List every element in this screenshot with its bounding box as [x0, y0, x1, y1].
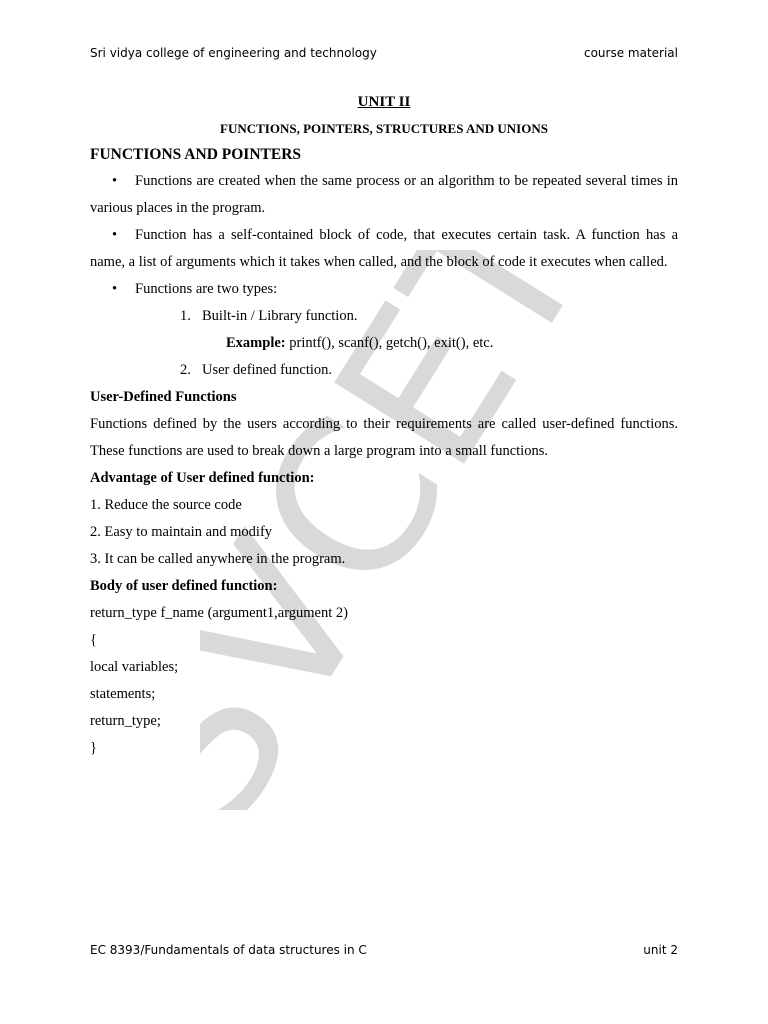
bullet-item: • Functions are two types: — [90, 276, 678, 303]
code-line: { — [90, 632, 97, 648]
advantage-item: 3. It can be called anywhere in the program. — [90, 551, 346, 567]
type-number: 1. — [180, 308, 191, 324]
bullet-item: • Function has a self-contained block of code, that executes certain task. A function has a name, a list of arguments which it takes when called, and the block of code it executes when called. — [90, 222, 678, 276]
code-line: } — [90, 740, 97, 756]
example-label: Example: — [226, 335, 286, 351]
header-course-material: course material — [583, 46, 678, 60]
user-defined-text: Functions defined by the users according to their requirements are called user-defined functions. These functions are used to break down a large program into a small functions. — [90, 416, 678, 459]
header-college: Sri vidya college of engineering and technology — [90, 46, 377, 60]
type-text: User defined function. — [202, 362, 333, 378]
type-number: 2. — [180, 362, 191, 378]
type-item-2 — [90, 357, 678, 384]
code-line: local variables; — [90, 659, 179, 675]
advantage-item: 2. Easy to maintain and modify — [90, 524, 273, 540]
page-footer — [90, 943, 678, 957]
unit-title: UNIT II — [357, 94, 411, 110]
unit-subtitle: FUNCTIONS, POINTERS, STRUCTURES AND UNIONS — [220, 121, 548, 136]
page-content — [90, 90, 678, 762]
example-line — [90, 330, 678, 357]
user-defined-heading: User-Defined Functions — [90, 389, 237, 405]
section-title: FUNCTIONS AND POINTERS — [90, 146, 302, 163]
advantages-heading: Advantage of User defined function: — [90, 470, 315, 486]
code-line: statements; — [90, 686, 156, 702]
bullet-item: • Functions are created when the same process or an algorithm to be repeated several times in various places in the program. — [90, 168, 678, 222]
code-line: return_type f_name (argument1,argument 2) — [90, 605, 348, 621]
watermark-text: SVCET — [200, 250, 620, 810]
footer-course: EC 8393/Fundamentals of data structures in C — [90, 943, 367, 957]
type-text: Built-in / Library function. — [202, 308, 358, 324]
type-item-1 — [90, 303, 678, 330]
advantage-item: 1. Reduce the source code — [90, 497, 242, 513]
footer-unit: unit 2 — [643, 943, 678, 957]
example-text: printf(), scanf(), getch(), exit(), etc. — [285, 335, 494, 351]
page-header — [90, 46, 678, 60]
body-heading: Body of user defined function: — [90, 578, 278, 594]
code-line: return_type; — [90, 713, 161, 729]
